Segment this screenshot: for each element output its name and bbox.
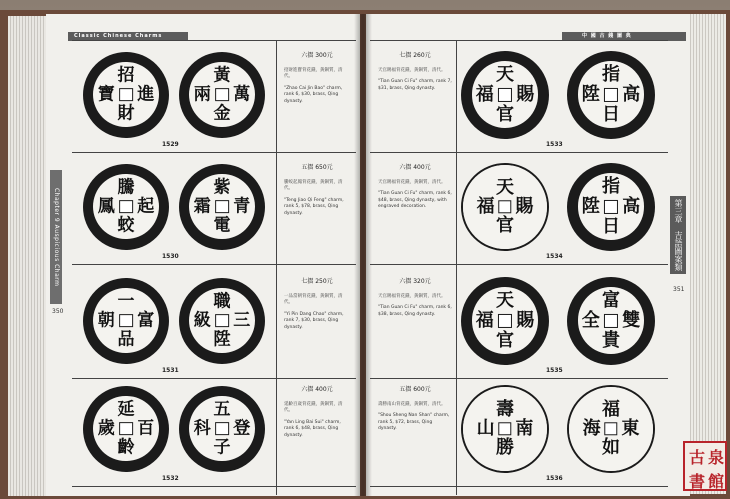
right-page-number: 351	[673, 286, 685, 293]
coin-character-top: 職	[213, 291, 231, 312]
coin-character-bottom: 官	[496, 103, 514, 125]
charm-price: 五摺 650元	[301, 164, 333, 171]
coin-character-right: 賜	[515, 196, 534, 218]
coin-character-bottom: 貴	[602, 329, 620, 351]
charm-description	[378, 164, 452, 211]
charm-description-chinese: 天官賜福背花錢，黃銅質，清代。	[378, 179, 446, 185]
charm-coin	[461, 163, 549, 251]
charm-coin	[83, 164, 169, 250]
charm-description-english: "Yi Pin Dang Chao" charm, rank 7, $30, brass, Qing dynasty.	[284, 311, 344, 330]
coin-character-right: 東	[621, 418, 640, 440]
coin-square-hole	[498, 422, 511, 435]
page-stack-left	[8, 16, 48, 496]
coin-character-right: 賜	[516, 84, 535, 106]
coin-character-top: 天	[496, 290, 514, 312]
charm-description	[284, 164, 350, 217]
coin-character-bottom: 齡	[117, 437, 135, 458]
coin-character-bottom: 官	[496, 214, 514, 236]
charm-price: 六摺 320元	[399, 278, 431, 285]
coin-character-bottom: 財	[117, 103, 135, 124]
coin-character-left: 福	[475, 84, 494, 106]
coin-square-hole	[498, 200, 511, 213]
coin-character-top: 天	[496, 64, 514, 86]
catalog-number: 1530	[162, 253, 179, 260]
charm-description-chinese: 延齡百歲背花錢，黃銅質，清代。	[284, 401, 343, 414]
coin-character-right: 高	[622, 84, 641, 106]
coin-character-bottom: 官	[496, 329, 514, 351]
coin-square-hole	[119, 314, 133, 328]
charm-description	[378, 386, 452, 433]
coin-character-left: 福	[475, 310, 494, 332]
coin-character-top: 福	[602, 399, 620, 421]
coin-character-right: 富	[137, 310, 155, 331]
catalog-number: 1533	[546, 141, 563, 148]
charm-price: 五摺 600元	[399, 386, 431, 393]
coin-character-right: 青	[233, 196, 251, 217]
coin-character-top: 指	[602, 64, 620, 86]
right-side-tab-text: 第三章 吉語圖案類	[674, 199, 683, 271]
coin-character-left: 鳳	[97, 196, 115, 217]
coin-character-top: 紫	[213, 177, 231, 198]
charm-description-english: "Tian Guan Ci Fu" charm, rank 6, $38, brass, Qing dynasty.	[378, 305, 452, 317]
coin-square-hole	[119, 200, 133, 214]
coin-character-bottom: 品	[117, 329, 135, 350]
catalog-number: 1535	[546, 367, 563, 374]
coin-character-bottom: 日	[602, 103, 620, 125]
charm-coin	[83, 386, 169, 472]
charm-description	[284, 52, 350, 105]
charm-description-english: "Yan Ling Bai Sui" charm, rank 6, $48, brass, Qing dynasty.	[284, 419, 341, 438]
right-side-tab	[670, 196, 686, 274]
coin-character-bottom: 如	[602, 436, 620, 458]
charm-coin	[179, 278, 265, 364]
coin-character-left: 山	[476, 418, 495, 440]
charm-description-english: "Shou Sheng Nan Shan" charm, rank 5, $72, brass, Qing dynasty.	[378, 413, 450, 432]
coin-square-hole	[215, 88, 229, 102]
charm-coin	[567, 277, 655, 365]
coin-character-right: 賜	[516, 310, 535, 332]
charm-price: 七摺 260元	[399, 52, 431, 59]
coin-square-hole	[215, 422, 229, 436]
charm-coin	[461, 51, 549, 139]
coin-character-right: 進	[137, 84, 155, 105]
coin-square-hole	[604, 199, 618, 213]
charm-description-chinese: 天官賜福背花錢，黃銅質，清代。	[378, 67, 446, 73]
charm-description-chinese: 一品當朝背花錢，黃銅質，清代。	[284, 293, 343, 306]
coin-character-left: 全	[581, 310, 600, 332]
charm-coin	[179, 52, 265, 138]
catalog-number: 1536	[546, 475, 563, 482]
coin-character-bottom: 蛟	[117, 215, 135, 236]
charm-description-english: "Zhao Cai Jin Bao" charm, rank 6, $30, brass, Qing dynasty.	[284, 85, 343, 104]
coin-character-left: 朝	[97, 310, 115, 331]
coin-character-top: 一	[117, 291, 135, 312]
coin-character-bottom: 金	[213, 103, 231, 124]
coin-character-right: 高	[622, 196, 641, 218]
coin-character-right: 萬	[233, 84, 251, 105]
coin-character-bottom: 陞	[213, 329, 231, 350]
charm-description-english: "Teng Jiao Qi Feng" charm, rank 5, $78, brass, Qing dynasty.	[284, 197, 344, 216]
charm-description-chinese: 壽勝南山背花錢，黃銅質，清代。	[378, 401, 446, 407]
coin-character-top: 騰	[117, 177, 135, 198]
seal-char: 古	[689, 448, 706, 467]
charm-coin	[461, 277, 549, 365]
charm-coin	[83, 52, 169, 138]
charm-description-english: "Tian Guan Ci Fu" charm, rank 6, $48, brass, Qing dynasty, with engraved decoration.	[378, 191, 452, 210]
coin-character-bottom: 子	[213, 437, 231, 458]
coin-character-top: 延	[117, 399, 135, 420]
charm-price: 六摺 400元	[301, 386, 333, 393]
coin-character-top: 富	[602, 290, 620, 312]
coin-square-hole	[604, 422, 617, 435]
coin-character-top: 黃	[213, 65, 231, 86]
coin-character-bottom: 電	[213, 215, 231, 236]
left-page-number: 350	[52, 308, 64, 315]
left-header-text: Classic Chinese Charms	[74, 33, 163, 39]
coin-character-right: 雙	[622, 310, 641, 332]
charm-description-chinese: 招財進寶背花錢，黃銅質，清代。	[284, 67, 343, 80]
coin-character-left: 科	[193, 418, 211, 439]
catalog-number: 1534	[546, 253, 563, 260]
charm-coin	[567, 385, 655, 473]
charm-description-chinese: 天官賜福背花錢，黃銅質，清代。	[378, 293, 446, 299]
charm-description	[378, 278, 452, 318]
coin-character-bottom: 日	[602, 215, 620, 237]
coin-character-right: 起	[137, 196, 155, 217]
coin-character-top: 五	[213, 399, 231, 420]
seal-char: 泉	[708, 448, 725, 467]
charm-description	[378, 52, 452, 92]
catalog-number: 1532	[162, 475, 179, 482]
right-header-text: 中 國 古 錢 圖 典	[582, 33, 632, 39]
seal-char: 館	[708, 472, 725, 491]
library-seal	[683, 441, 727, 491]
coin-character-right: 百	[137, 418, 155, 439]
coin-character-right: 三	[233, 310, 251, 331]
coin-character-left: 寶	[97, 84, 115, 105]
coin-square-hole	[604, 313, 618, 327]
charm-price: 七摺 250元	[301, 278, 333, 285]
coin-square-hole	[215, 200, 229, 214]
coin-square-hole	[604, 87, 618, 101]
seal-char: 書	[689, 472, 706, 491]
coin-square-hole	[498, 313, 512, 327]
coin-square-hole	[498, 87, 512, 101]
coin-character-top: 天	[496, 177, 514, 199]
charm-description	[284, 278, 350, 331]
coin-character-top: 招	[117, 65, 135, 86]
charm-coin	[567, 163, 655, 251]
left-side-tab-text: Chapter 9 Auspicious Charm	[53, 187, 60, 287]
charm-coin	[461, 385, 549, 473]
charm-description	[284, 386, 350, 439]
coin-character-left: 級	[193, 310, 211, 331]
coin-square-hole	[119, 88, 133, 102]
charm-coin	[179, 164, 265, 250]
catalog-number: 1531	[162, 367, 179, 374]
charm-coin	[567, 51, 655, 139]
coin-square-hole	[215, 314, 229, 328]
coin-character-left: 霜	[193, 196, 211, 217]
coin-character-left: 歲	[97, 418, 115, 439]
coin-square-hole	[119, 422, 133, 436]
charm-coin	[179, 386, 265, 472]
coin-character-left: 海	[582, 418, 601, 440]
charm-price: 六摺 300元	[301, 52, 333, 59]
coin-character-left: 福	[476, 196, 495, 218]
coin-character-bottom: 勝	[496, 436, 514, 458]
charm-price: 六摺 400元	[399, 164, 431, 171]
coin-character-right: 南	[515, 418, 534, 440]
coin-character-top: 壽	[496, 399, 514, 421]
page-stack-right	[688, 14, 726, 494]
charm-coin	[83, 278, 169, 364]
charm-description-english: "Tian Guan Ci Fu" charm, rank 7, $31, brass, Qing dynasty.	[378, 79, 452, 91]
charm-description-chinese: 騰蛟起鳳背花錢，黃銅質，清代。	[284, 179, 343, 192]
coin-character-left: 兩	[193, 84, 211, 105]
coin-character-left: 陞	[581, 196, 600, 218]
left-side-tab	[50, 170, 62, 304]
coin-character-top: 指	[602, 176, 620, 198]
coin-character-left: 陞	[581, 84, 600, 106]
coin-character-right: 登	[233, 418, 251, 439]
catalog-number: 1529	[162, 141, 179, 148]
